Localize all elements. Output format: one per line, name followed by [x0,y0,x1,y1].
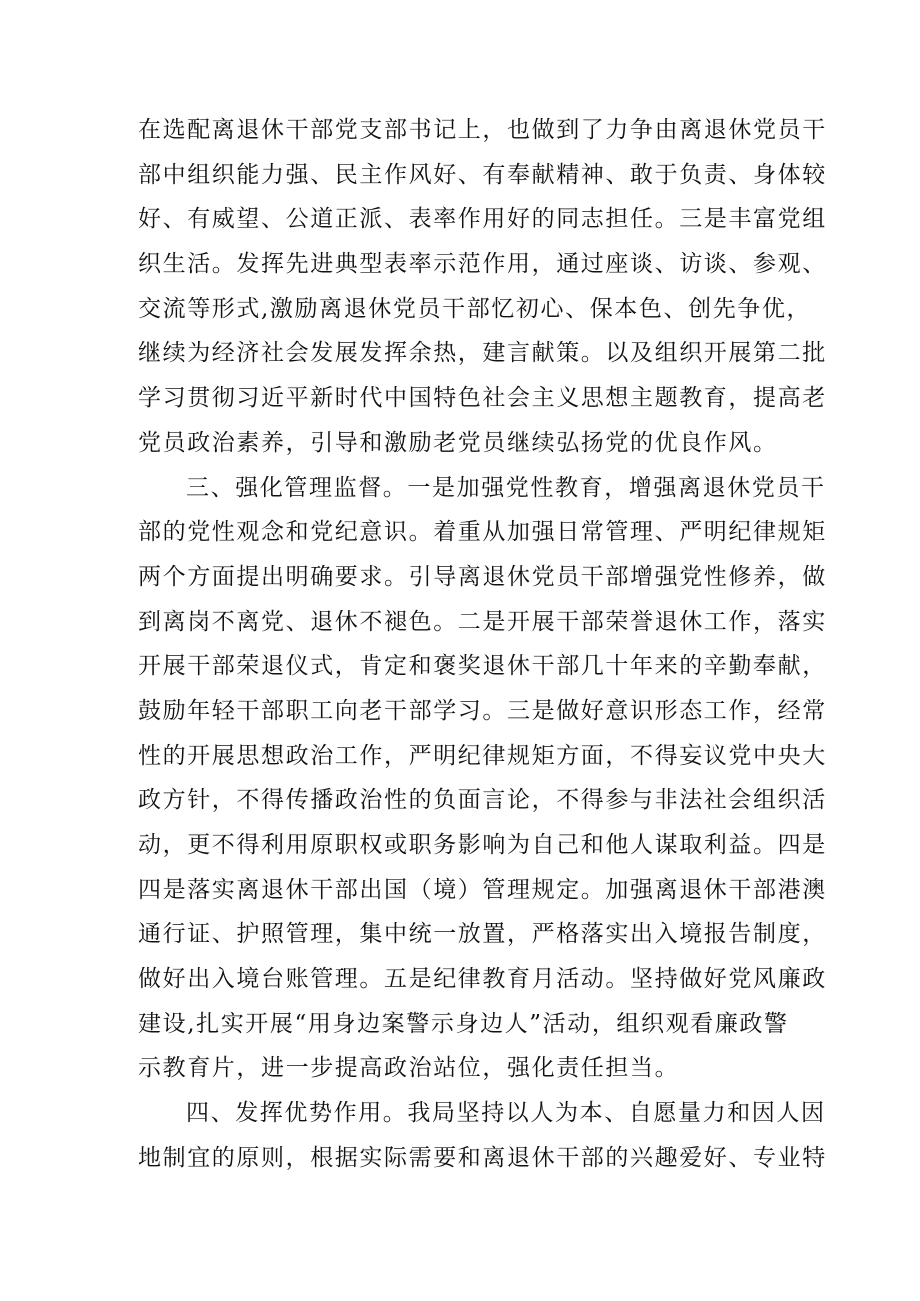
text-line: 好、有威望、公道正派、表率作用好的同志担任。三是丰富党组 [138,206,827,233]
text-line: 动，更不得利用原职权或职务影响为自己和他人谋取利益。四是 [138,832,827,858]
text-line: 开展干部荣退仪式，肯定和褒奖退休干部几十年来的辛勤奉献， [138,653,827,680]
text-line: 做好出入境台账管理。五是纪律教育月活动。坚持做好党风廉政 [138,966,827,993]
text-line: 示教育片，进一步提高政治站位，强化责任担当。 [138,1055,680,1082]
section-heading-line: 三、强化管理监督。一是加强党性教育，增强离退休党员干 [186,474,826,501]
text-line: 建设,扎实开展“用身边案警示身边人”活动，组织观看廉政警 [138,1010,789,1037]
text-line: 四是落实离退休干部出国（境）管理规定。加强离退休干部港澳 [138,876,827,903]
text-line: 交流等形式,激励离退休党员干部忆初心、保本色、创先争优， [138,295,812,322]
text-line: 两个方面提出明确要求。引导离退休党员干部增强党性修养，做 [138,563,827,590]
text-line: 继续为经济社会发展发挥余热，建言献策。以及组织开展第二批 [138,340,827,367]
section-heading-line: 四、发挥优势作用。我局坚持以人为本、自愿量力和因人因 [186,1100,826,1127]
text-line: 部中组织能力强、民主作风好、有奉献精神、敢于负责、身体较 [138,161,827,188]
text-line: 地制宜的原则，根据实际需要和离退休干部的兴趣爱好、专业特 [138,1144,827,1171]
text-line: 在选配离退休干部党支部书记上，也做到了力争由离退休党员干 [138,117,827,143]
document-body [138,108,827,1181]
text-line: 部的党性观念和党纪意识。着重从加强日常管理、严明纪律规矩 [138,519,827,546]
text-line: 织生活。发挥先进典型表率示范作用，通过座谈、访谈、参观、 [138,251,827,278]
text-line: 到离岗不离党、退休不褪色。二是开展干部荣誉退休工作，落实 [138,608,827,635]
text-line: 政方针，不得传播政治性的负面言论，不得参与非法社会组织活 [138,787,827,814]
text-line: 性的开展思想政治工作，严明纪律规矩方面，不得妄议党中央大 [138,742,827,769]
text-line: 党员政治素养，引导和激励老党员继续弘扬党的优良作风。 [138,429,778,456]
text-line: 学习贯彻习近平新时代中国特色社会主义思想主题教育，提高老 [138,385,827,412]
text-line: 通行证、护照管理，集中统一放置，严格落实出入境报告制度， [138,921,827,948]
text-line: 鼓励年轻干部职工向老干部学习。三是做好意识形态工作，经常 [138,697,827,724]
